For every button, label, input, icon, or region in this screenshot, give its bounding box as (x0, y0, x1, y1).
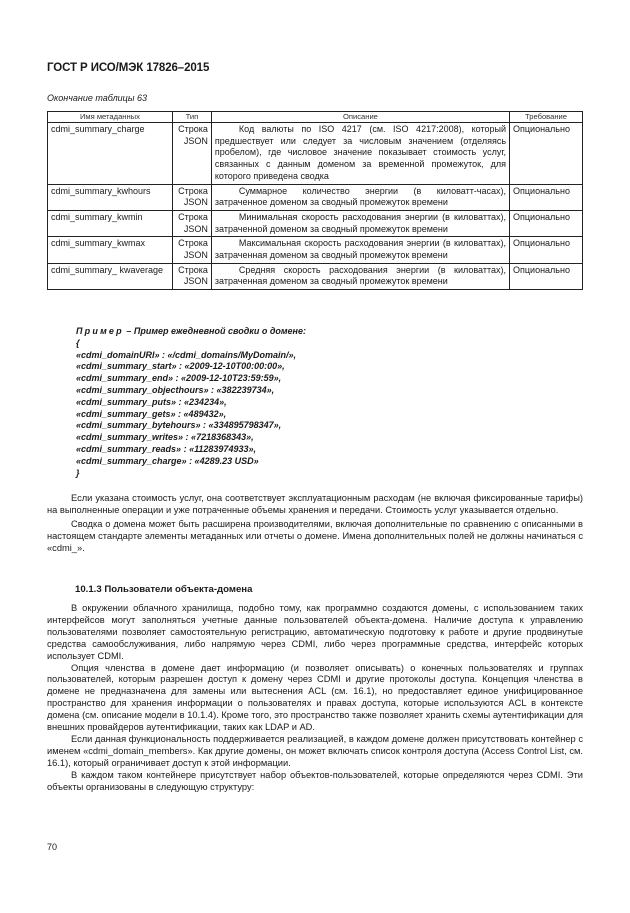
example-label: Пример (76, 326, 124, 336)
type-line: JSON (183, 250, 208, 261)
example-open-brace: { (76, 337, 80, 348)
paragraph-group-a (47, 493, 583, 555)
type-line: Строка (178, 124, 208, 134)
column-header-type: Тип (172, 112, 211, 123)
cell-requirement: Опционально (510, 184, 583, 210)
cell-type (172, 123, 211, 185)
paragraph: Опция членства в домене дает информацию (и позволяет описывать) о конечных пользователях и группах пользователей, которым разрешен доступ к домену через CDMI и другие протоколы доступа. Концепция членства в домене не предназначена для замены или вытеснения ACL (см. 16.1), но предоставляет единое унифицированное пространство для хранения информации о пользователях и правах доступа, которые используются ACL в контексте домена (см. описание модели в 10.1.4). Кроме того, это пространство также позволяет хранить схемы аутентификации для внешних провайдеров аутентификации, таких как LDAP и AD. (47, 662, 583, 733)
type-line: JSON (183, 197, 208, 208)
example-title (76, 326, 306, 338)
example-title-text: – Пример ежедневной сводки о домене: (123, 326, 306, 336)
cell-name: cdmi_summary_ kwaverage (48, 263, 173, 289)
page-number: 70 (47, 842, 58, 852)
cell-description: Минимальная скорость расходования энергии (в киловаттах), затраченной доменом за сводный промежуток времени (211, 210, 509, 236)
type-line: JSON (183, 276, 208, 287)
table-row (48, 263, 583, 289)
paragraph: Сводка о домена может быть расширена производителями, включая дополнительные по сравнению с описанными в настоящем стандарте элементы метаданных или отчеты о домене. Имена дополнительных полей не должны начинаться с «cdmi_». (47, 518, 583, 553)
cell-name: cdmi_summary_kwmin (48, 210, 173, 236)
cell-type (172, 237, 211, 263)
paragraph: В каждом таком контейнере присутствует набор объектов-пользователей, которые определяются через CDMI. Эти объекты организованы в следующую структуру: (47, 769, 583, 792)
example-block (76, 326, 306, 479)
paragraph: В окружении облачного хранилища, подобно тому, как программно создаются домены, с использованием таких интерфейсов могут заполняться учетные данные пользователей объекта-домена. Наличие доступа к управлению пользователями позволяет самостоятельную регистрацию, автоматическую подготовку к работе и другие продвинутые средства самообслуживания, либо напрямую через CDMI, либо через программные средства, интерфейс которых использует CDMI. (47, 603, 583, 661)
cell-requirement: Опционально (510, 263, 583, 289)
cell-name: cdmi_summary_kwmax (48, 237, 173, 263)
example-line: «cdmi_summary_end» : «2009-12-10T23:59:59», (76, 373, 282, 384)
column-header-description: Описание (211, 112, 509, 123)
example-close-brace: } (76, 467, 80, 478)
example-line: «cdmi_summary_charge» : «4289.23 USD» (76, 455, 259, 466)
cell-requirement: Опционально (510, 237, 583, 263)
column-header-name: Имя метаданных (48, 112, 173, 123)
document-header: ГОСТ Р ИСО/МЭК 17826–2015 (47, 62, 210, 74)
paragraph: Если указана стоимость услуг, она соответствует эксплуатационным расходам (не включая фиксированные тарифы) на выполненные операции и уже потраченные объемы хранения и передачи. Стоимость услуг указывается отдельно. (47, 493, 583, 515)
type-line: Строка (178, 211, 208, 222)
cell-requirement: Опционально (510, 123, 583, 185)
cell-type (172, 184, 211, 210)
type-line: JSON (183, 223, 208, 234)
type-line: Строка (178, 185, 208, 196)
cell-name: cdmi_summary_charge (48, 123, 173, 185)
table-header-row (48, 112, 583, 123)
cell-description: Максимальная скорость расходования энергии (в киловаттах), затраченная доменом за сводный промежуток времени (211, 237, 509, 263)
example-line: «cdmi_summary_gets» : «489432», (76, 408, 227, 419)
example-line: «cdmi_summary_puts» : «234234», (76, 396, 227, 407)
table-caption: Окончание таблицы 63 (47, 93, 147, 103)
cell-type (172, 263, 211, 289)
type-line: Строка (178, 238, 208, 249)
type-line: Строка (178, 264, 208, 275)
example-line: «cdmi_summary_objecthours» : «382239734», (76, 384, 275, 395)
cell-description: Код валюты по ISO 4217 (см. ISO 4217:2008), который предшествует или следует за числовым значением (отделяясь пробелом), где числовое значение показывает стоимость услуг, связанных с данным доменом за временной промежуток, для которого приведена сводка (211, 123, 509, 185)
cell-name: cdmi_summary_kwhours (48, 184, 173, 210)
example-line: «cdmi_summary_writes» : «7218368343», (76, 432, 254, 443)
paragraph: Если данная функциональность поддерживается реализацией, в каждом домене должен присутствовать контейнер с именем «cdmi_domain_members». Как другие домены, он может включать список контроля доступа (Access Control List, см. 16.1), который ограничивает доступ к этой информации. (47, 733, 583, 768)
section-heading: 10.1.3 Пользователи объекта-домена (75, 584, 253, 595)
cell-type (172, 210, 211, 236)
example-line: «cdmi_summary_start» : «2009-12-10T00:00:00», (76, 361, 285, 372)
example-line: «cdmi_domainURI» : «/cdmi_domains/MyDomain/», (76, 349, 297, 360)
type-line: JSON (183, 135, 208, 146)
metadata-table (47, 111, 583, 290)
table-row (48, 123, 583, 185)
table-row (48, 210, 583, 236)
example-line: «cdmi_summary_reads» : «11283974933», (76, 443, 256, 454)
column-header-requirement: Требование (510, 112, 583, 123)
example-line: «cdmi_summary_bytehours» : «334895798347», (76, 420, 282, 431)
table-row (48, 237, 583, 263)
table-row (48, 184, 583, 210)
paragraph-group-b (47, 603, 583, 794)
cell-description: Средняя скорость расходования энергии (в киловаттах), затраченная доменом за сводный промежуток времени (211, 263, 509, 289)
cell-description: Суммарное количество энергии (в киловатт-часах), затраченное доменом за сводный промежуток времени (211, 184, 509, 210)
cell-requirement: Опционально (510, 210, 583, 236)
